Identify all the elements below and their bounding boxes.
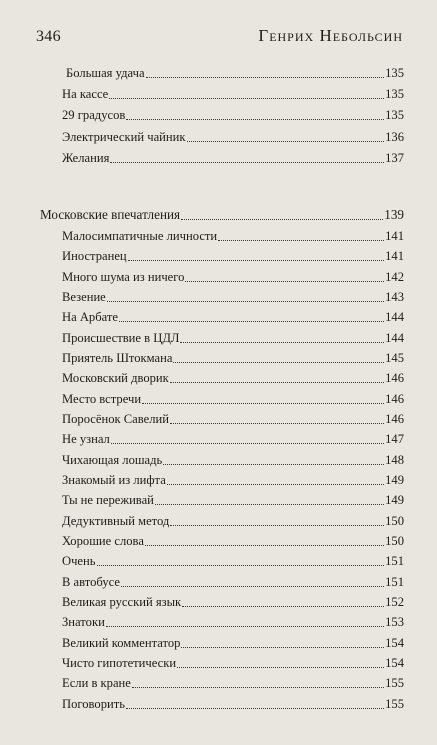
toc-entry-title: Знакомый из лифта bbox=[62, 472, 166, 487]
toc-entry-page: 150 bbox=[385, 533, 404, 548]
toc-entry-title: Место встречи bbox=[62, 391, 142, 406]
toc-entry bbox=[62, 635, 404, 651]
toc-entry-page: 142 bbox=[385, 269, 404, 284]
toc-entry bbox=[62, 86, 404, 102]
toc-entry-title: Много шума из ничего bbox=[62, 269, 185, 284]
dot-leader bbox=[97, 565, 385, 566]
toc-entry bbox=[62, 289, 404, 305]
toc-entry-title: Ты не переживай bbox=[62, 493, 154, 508]
toc-entry-page: 153 bbox=[385, 615, 404, 630]
dot-leader bbox=[126, 119, 384, 120]
toc-entry-title: Великий комментатор bbox=[62, 635, 181, 650]
toc-entry-page: 151 bbox=[385, 554, 404, 569]
toc-entry-title: Хорошие слова bbox=[62, 533, 144, 548]
dot-leader bbox=[111, 443, 384, 444]
toc-entry-title: Очень bbox=[62, 554, 96, 569]
toc-entry bbox=[62, 370, 404, 386]
toc-entry-page: 146 bbox=[385, 391, 404, 406]
toc-entry bbox=[62, 696, 404, 712]
toc-entry bbox=[62, 350, 404, 366]
toc-entry bbox=[62, 248, 404, 264]
toc-entry bbox=[62, 330, 404, 346]
toc-entry-page: 139 bbox=[384, 207, 404, 222]
dot-leader bbox=[126, 708, 384, 709]
toc-entry bbox=[62, 574, 404, 590]
toc-entry-page: 154 bbox=[385, 635, 404, 650]
toc-entry bbox=[66, 65, 404, 81]
toc-entry-page: 152 bbox=[385, 594, 404, 609]
dot-leader bbox=[181, 219, 383, 220]
dot-leader bbox=[187, 141, 385, 142]
toc-entry-page: 150 bbox=[385, 513, 404, 528]
toc-entry-page: 149 bbox=[385, 472, 404, 487]
toc-entry-title: В автобусе bbox=[62, 574, 120, 589]
toc-entry-title: Поросёнок Савелий bbox=[62, 411, 169, 426]
toc-entry-title: Происшествие в ЦДЛ bbox=[62, 330, 180, 345]
toc-entry-title: Великая русский язык bbox=[62, 594, 182, 609]
toc-entry-page: 136 bbox=[385, 129, 404, 144]
toc-entry bbox=[62, 309, 404, 325]
toc-entry bbox=[62, 594, 404, 610]
toc-entry-title: Иностранец bbox=[62, 249, 127, 264]
dot-leader bbox=[177, 667, 384, 668]
toc-entry bbox=[62, 553, 404, 569]
toc-entry-page: 137 bbox=[385, 150, 404, 165]
dot-leader bbox=[110, 162, 384, 163]
toc-entry-title: 29 градусов bbox=[62, 108, 126, 123]
toc-entry-title: Московские впечатления bbox=[40, 207, 181, 222]
toc-entry-title: Знатоки bbox=[62, 615, 105, 630]
dot-leader bbox=[218, 240, 384, 241]
toc-section-entry bbox=[40, 207, 404, 223]
toc-entry-page: 154 bbox=[385, 655, 404, 670]
toc-entry bbox=[62, 533, 404, 549]
toc-entry-page: 135 bbox=[385, 66, 404, 80]
toc-entry bbox=[62, 150, 404, 166]
running-head-author: Генрих Небольсин bbox=[258, 26, 403, 45]
toc-entry bbox=[62, 492, 404, 508]
toc-entry bbox=[62, 431, 404, 447]
dot-leader bbox=[146, 77, 385, 78]
toc-entry-title: Если в кране bbox=[62, 676, 131, 691]
toc-entry-page: 155 bbox=[385, 696, 404, 711]
toc-entry-title: Электрический чайник bbox=[62, 129, 186, 144]
dot-leader bbox=[170, 423, 384, 424]
toc-entry-page: 148 bbox=[385, 452, 404, 467]
dot-leader bbox=[170, 525, 384, 526]
toc-entry-page: 135 bbox=[385, 87, 404, 102]
page-header bbox=[36, 26, 403, 46]
toc-entry bbox=[62, 675, 404, 691]
dot-leader bbox=[173, 362, 384, 363]
dot-leader bbox=[180, 342, 384, 343]
toc-entry bbox=[62, 411, 404, 427]
toc-entry-page: 135 bbox=[385, 108, 404, 123]
dot-leader bbox=[107, 301, 384, 302]
toc-entry-page: 147 bbox=[385, 432, 404, 447]
toc-entry bbox=[62, 391, 404, 407]
toc-entry-page: 149 bbox=[385, 493, 404, 508]
toc-entry-title: Желания bbox=[62, 150, 110, 165]
page-number: 346 bbox=[36, 28, 61, 45]
toc-entry-title: Малосимпатичные личности bbox=[62, 229, 218, 243]
toc-entry-title: На Арбате bbox=[62, 310, 118, 325]
dot-leader bbox=[145, 545, 384, 546]
toc-entry-page: 155 bbox=[385, 676, 404, 691]
toc-entry bbox=[62, 107, 404, 123]
dot-leader bbox=[167, 484, 384, 485]
toc-entry-title: На кассе bbox=[62, 87, 109, 102]
toc-entry-page: 146 bbox=[385, 371, 404, 386]
dot-leader bbox=[182, 606, 384, 607]
dot-leader bbox=[119, 321, 384, 322]
dot-leader bbox=[163, 464, 384, 465]
toc-entry bbox=[62, 129, 404, 145]
toc-entry-page: 141 bbox=[385, 249, 404, 264]
toc-entry-title: Большая удача bbox=[66, 66, 145, 80]
toc-entry bbox=[62, 472, 404, 488]
toc-entry-title: Приятель Штокмана bbox=[62, 350, 173, 365]
toc-entry-title: Не узнал bbox=[62, 432, 110, 447]
dot-leader bbox=[106, 626, 384, 627]
toc-entry-title: Дедуктивный метод bbox=[62, 513, 170, 528]
toc-entry-page: 143 bbox=[385, 289, 404, 304]
toc-entry bbox=[62, 452, 404, 468]
toc-entry bbox=[62, 513, 404, 529]
toc-entry-title: Московский дворик bbox=[62, 371, 169, 386]
toc-entry-page: 144 bbox=[385, 330, 404, 345]
dot-leader bbox=[185, 281, 384, 282]
dot-leader bbox=[170, 382, 384, 383]
dot-leader bbox=[155, 504, 384, 505]
dot-leader bbox=[181, 647, 384, 648]
toc-entry-title: Везение bbox=[62, 289, 106, 304]
dot-leader bbox=[128, 260, 384, 261]
toc-entry-title: Чисто гипотетически bbox=[62, 655, 177, 670]
toc-entry bbox=[62, 614, 404, 630]
toc-entry-page: 146 bbox=[385, 411, 404, 426]
toc-entry-title: Поговорить bbox=[62, 696, 125, 711]
toc-entry-page: 145 bbox=[385, 350, 404, 365]
toc-entry-page: 151 bbox=[385, 574, 404, 589]
dot-leader bbox=[142, 403, 384, 404]
toc-entry-page: 144 bbox=[385, 310, 404, 325]
toc-entry bbox=[62, 655, 404, 671]
toc-entry-title: Чихающая лошадь bbox=[62, 452, 163, 467]
toc-entry-page: 141 bbox=[385, 229, 404, 243]
toc-entry bbox=[62, 228, 404, 244]
toc-entry bbox=[62, 269, 404, 285]
dot-leader bbox=[132, 687, 384, 688]
dot-leader bbox=[121, 586, 384, 587]
dot-leader bbox=[109, 98, 384, 99]
